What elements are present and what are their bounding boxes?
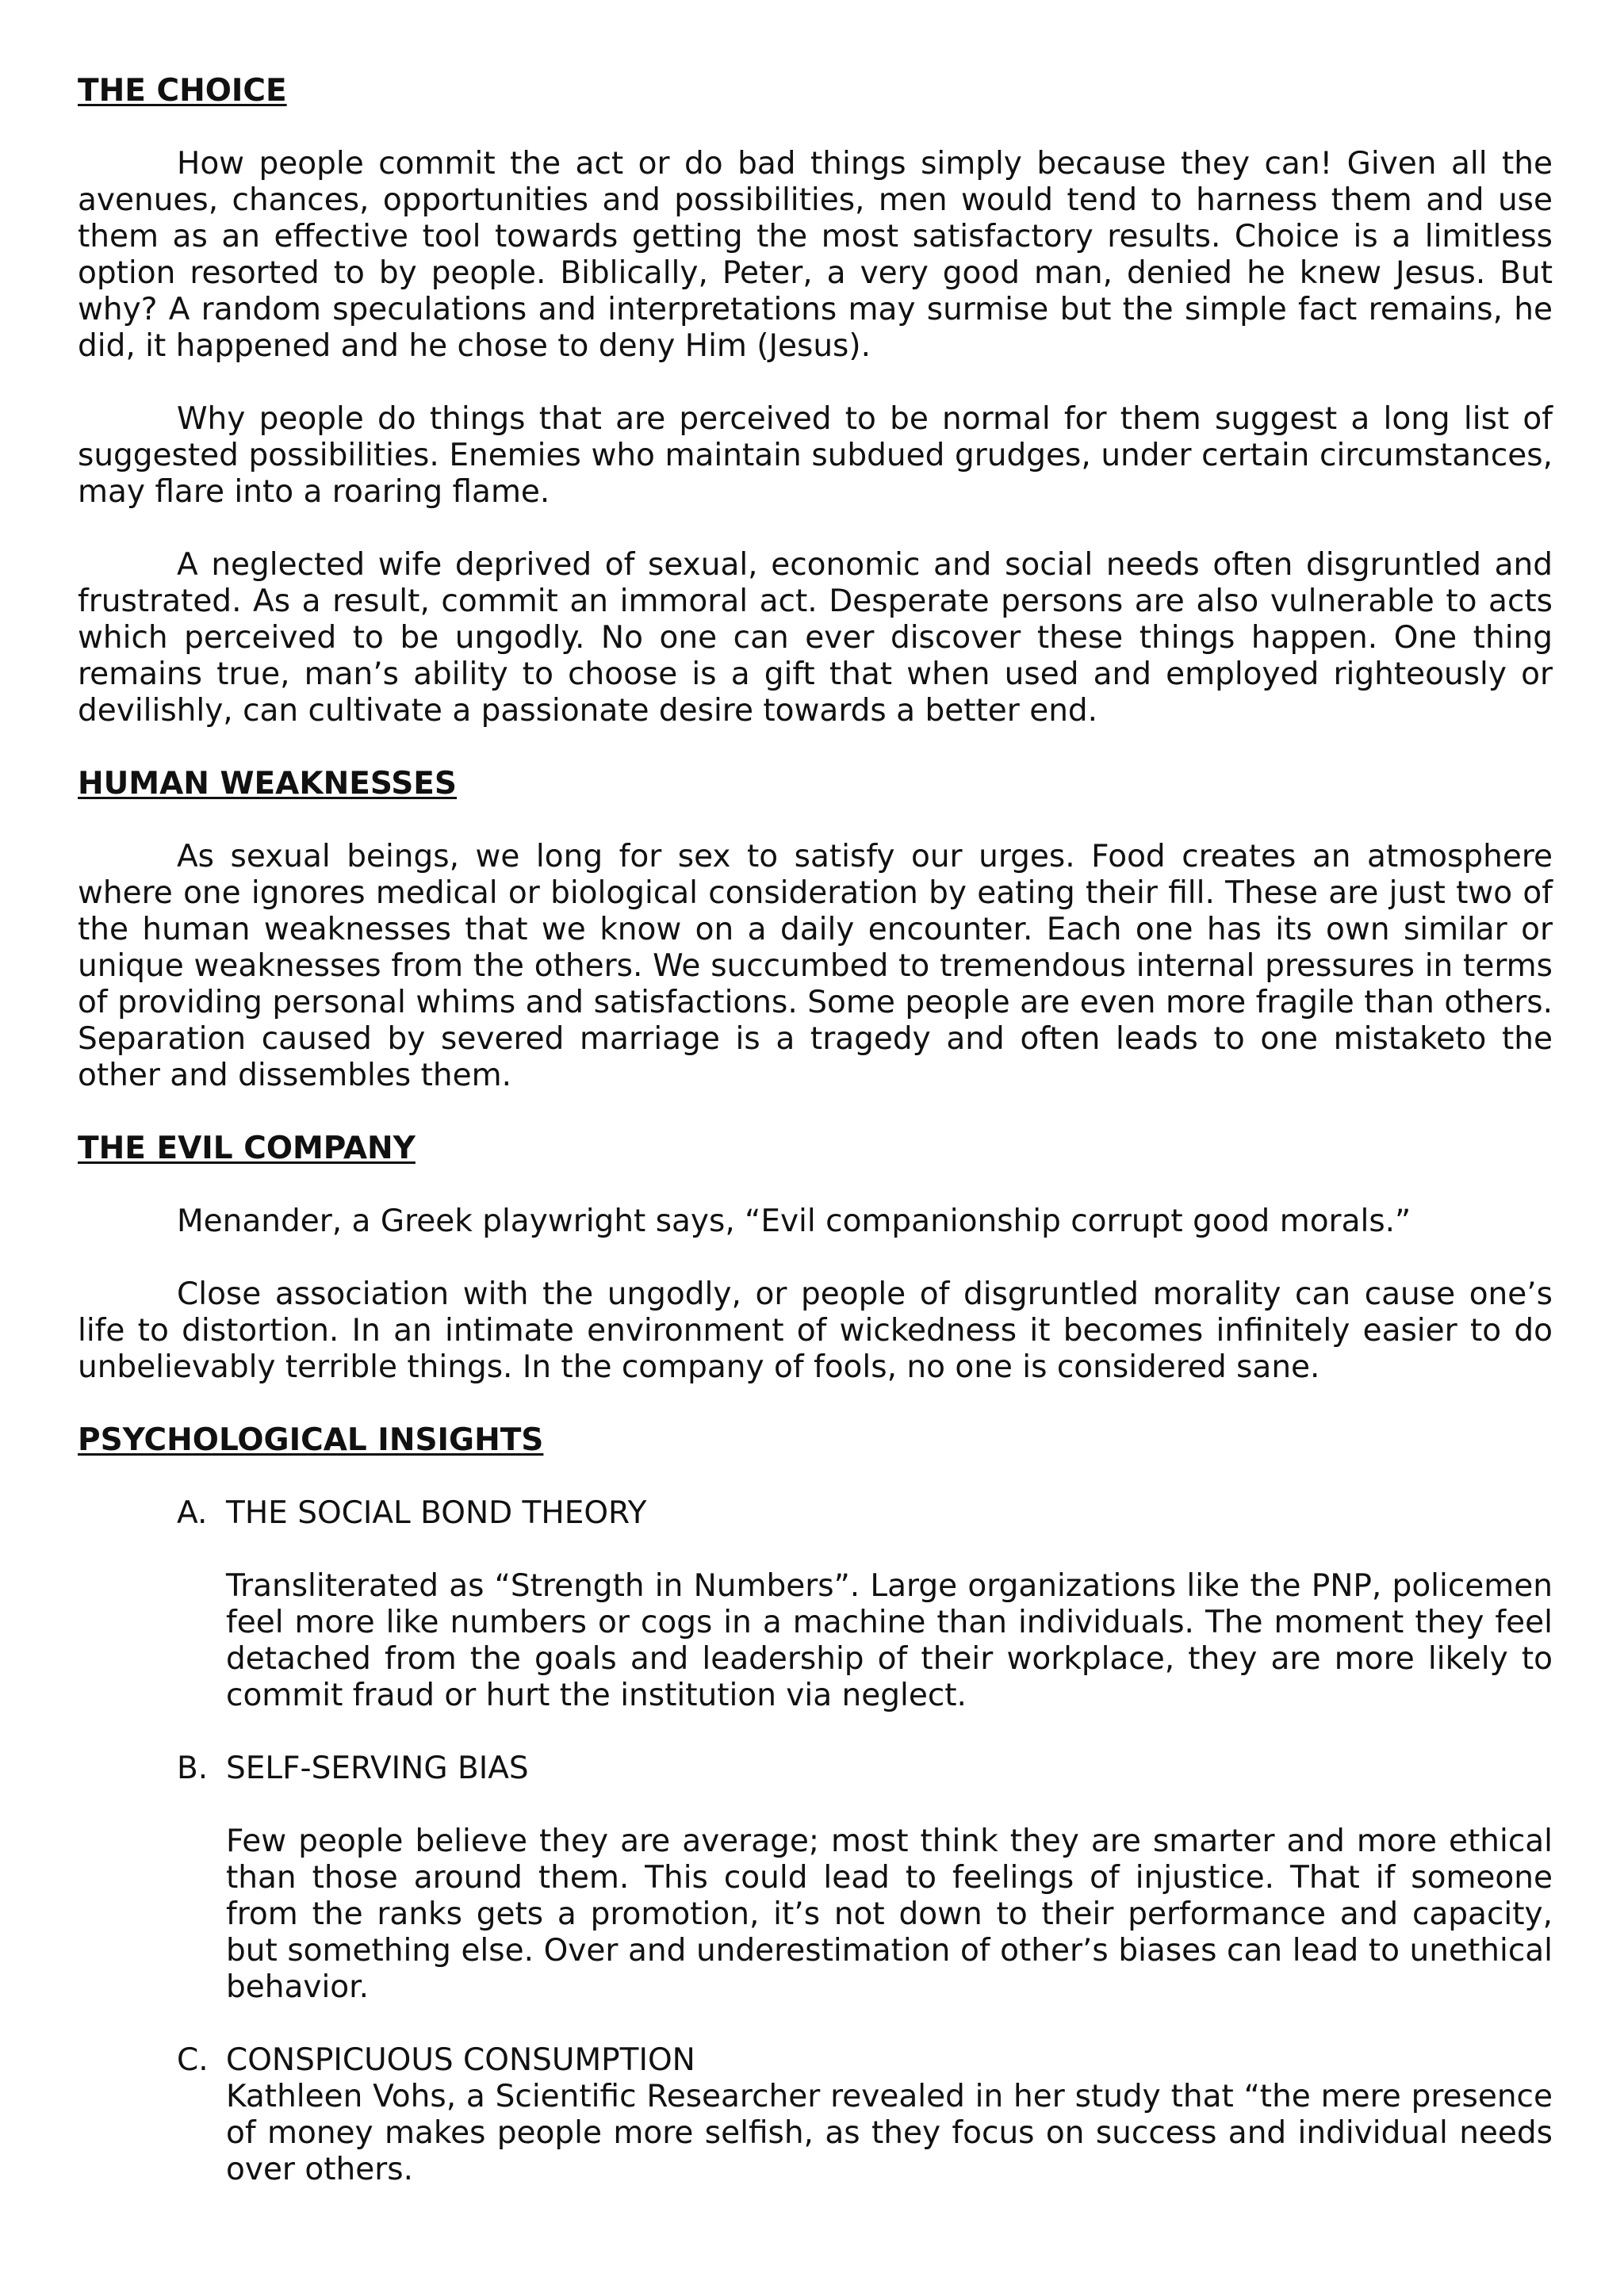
list-item-heading bbox=[177, 2042, 1553, 2079]
document-page bbox=[78, 73, 1553, 2188]
section-the-choice bbox=[78, 73, 1553, 729]
list-item-letter: C. bbox=[177, 2042, 209, 2078]
list-item-title: SELF-SERVING BIAS bbox=[226, 1751, 529, 1786]
paragraph: How people commit the act or do bad things simply because they can! Given all the avenues, chances, opportunities and possibilities, men would tend to harness them and use them as an effective tool towards getting the most satisfactory results. Choice is a limitless option resorted to by people. Biblically, Peter, a very good man, denied he knew Jesus. But why? A random speculations and interpretations may surmise but the simple fact remains, he did, it happened and he chose to deny Him (Jesus). bbox=[78, 146, 1553, 364]
list-item-letter: A. bbox=[177, 1495, 208, 1531]
list-item-letter: B. bbox=[177, 1751, 209, 1786]
paragraph: A neglected wife deprived of sexual, economic and social needs often disgruntled and frustrated. As a result, commit an immoral act. Desperate persons are also vulnerable to acts which perceived to be ungodly. No one can ever discover these things happen. One thing remains true, man’s ability to choose is a gift that when used and employed righteously or devilishly, can cultivate a passionate desire towards a better end. bbox=[78, 547, 1553, 729]
paragraph: As sexual beings, we long for sex to satisfy our urges. Food creates an atmosphere where one ignores medical or biological consideration by eating their fill. These are just two of the human weaknesses that we know on a daily encounter. Each one has its own similar or unique weaknesses from the others. We succumbed to tremendous internal pressures in terms of providing personal whims and satisfactions. Some people are even more fragile than others. Separation caused by severed marriage is a tragedy and often leads to one mistaketo the other and dissembles them. bbox=[78, 839, 1553, 1093]
section-human-weaknesses bbox=[78, 766, 1553, 1094]
section-heading: PSYCHOLOGICAL INSIGHTS bbox=[78, 1422, 544, 1458]
list-item-title: THE SOCIAL BOND THEORY bbox=[226, 1495, 647, 1531]
paragraph: Why people do things that are perceived to be normal for them suggest a long list of suggested possibilities. Enemies who maintain subdued grudges, under certain circumstances, may flare into a roaring flame. bbox=[78, 401, 1553, 510]
paragraph: Close association with the ungodly, or people of disgruntled morality can cause one’s life to distortion. In an intimate environment of wickedness it becomes infinitely easier to do unbelievably terrible things. In the company of fools, no one is considered sane. bbox=[78, 1276, 1553, 1385]
list-item-body: Transliterated as “Strength in Numbers”. Large organizations like the PNP, policemen feel more like numbers or cogs in a machine than individuals. The moment they feel detached from the goals and leadership of their workplace, they are more likely to commit fraud or hurt the institution via neglect. bbox=[226, 1568, 1553, 1713]
section-heading: HUMAN WEAKNESSES bbox=[78, 766, 458, 802]
section-heading: THE CHOICE bbox=[78, 73, 287, 109]
paragraph: Menander, a Greek playwright says, “Evil companionship corrupt good morals.” bbox=[177, 1203, 1411, 1239]
list-item bbox=[177, 1751, 1553, 2006]
list-item bbox=[177, 1495, 1553, 1714]
list-item-heading bbox=[177, 1495, 1553, 1532]
list-item-body: Few people believe they are average; most think they are smarter and more ethical than those around them. This could lead to feelings of injustice. That if someone from the ranks gets a promotion, it’s not down to their performance and capacity, but something else. Over and underestimation of other’s biases can lead to unethical behavior. bbox=[226, 1823, 1553, 2005]
section-psychological-insights bbox=[78, 1422, 1553, 2188]
list-item-body: Kathleen Vohs, a Scientific Researcher revealed in her study that “the mere presence of money makes people more selfish, as they focus on success and individual needs over others. bbox=[226, 2079, 1553, 2187]
section-the-evil-company bbox=[78, 1131, 1553, 1386]
section-heading: THE EVIL COMPANY bbox=[78, 1131, 416, 1166]
list-item bbox=[177, 2042, 1553, 2188]
list-item-heading bbox=[177, 1751, 1553, 1787]
list-item-title: CONSPICUOUS CONSUMPTION bbox=[226, 2042, 695, 2078]
